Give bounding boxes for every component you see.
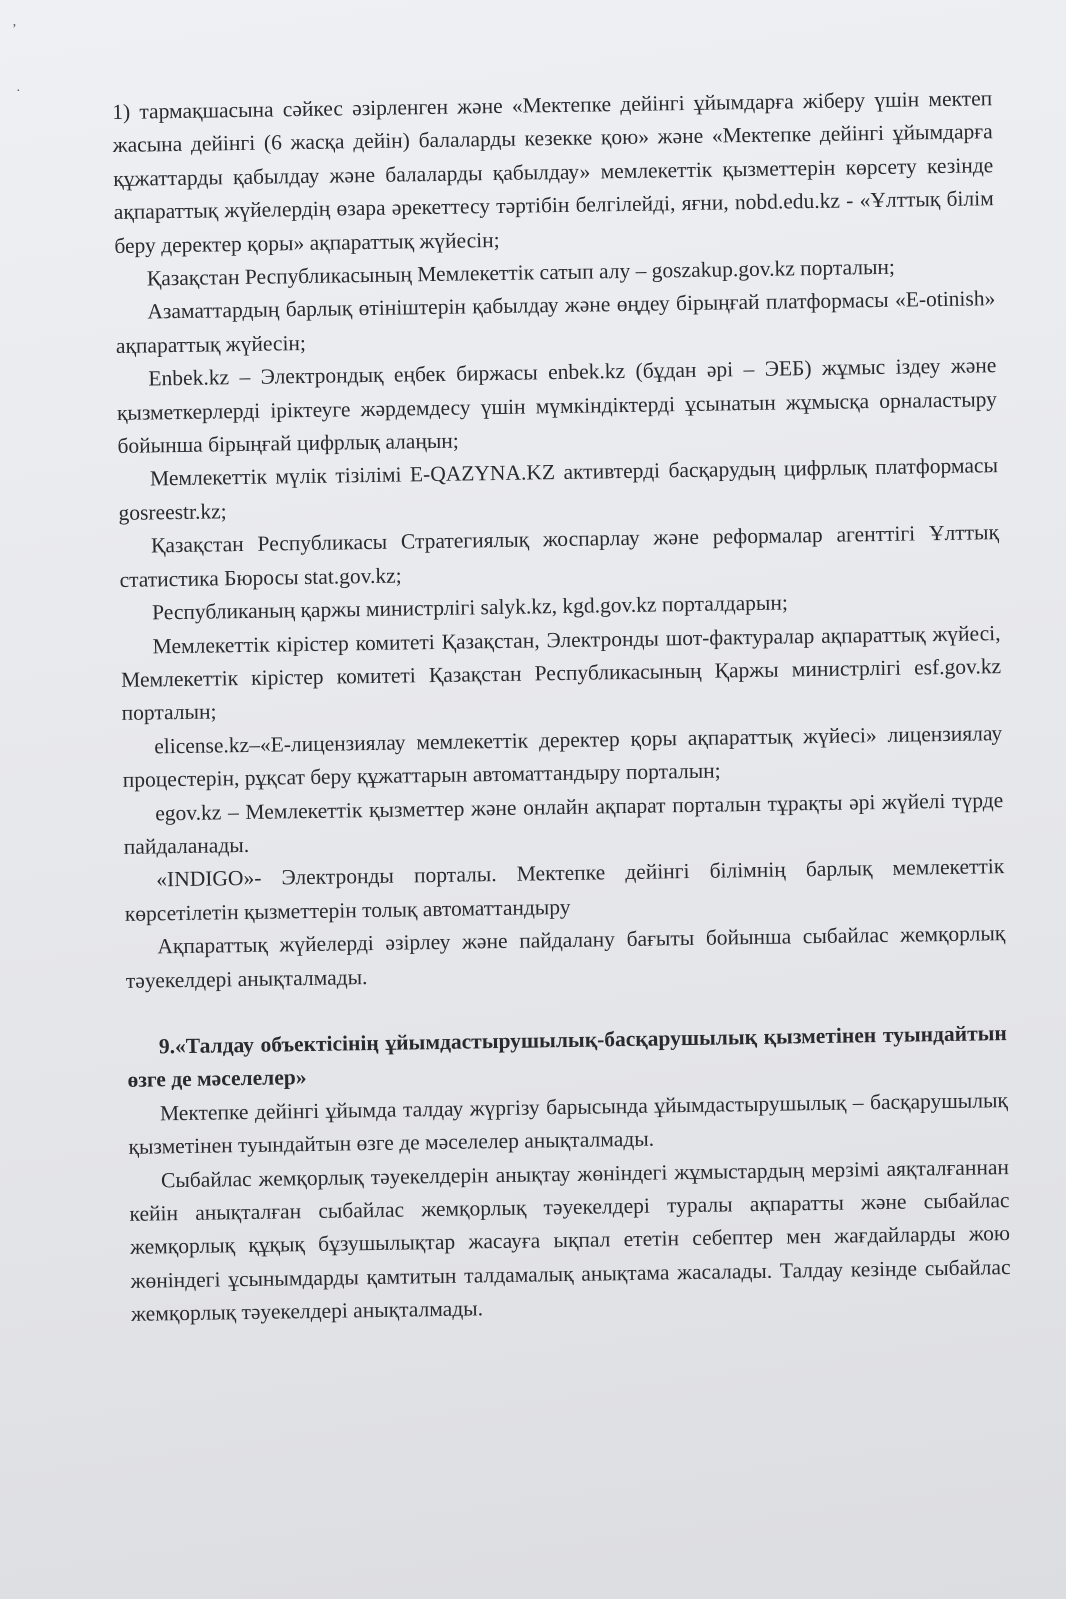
paragraph: Мемлекеттік кірістер комитеті Қазақстан, Электронды шот-фактуралар ақпараттық жүйесі, Мемлекеттік кірістер комитеті Қазақстан Республикасының Қаржы министрлігі esf.gov.kz порталын; xyxy=(120,620,1002,726)
section-paragraph: Сыбайлас жемқорлық тәуекелдерін анықтау жөніндегі жұмыстардың мерзімі аяқталғаннан кейін анықталған сыбайлас жемқорлық тәуекелдері туралы ақпаратты және сыбайлас жемқорлық құқық бұзушылықтар жасауға ықпал ететін себептер мен жағдайларды жою жөніндегі ұсынымдарды қамтитын талдамалық анықтама жасалады. Талдау кезінде сыбайлас жемқорлық тәуекелдері анықталмады. xyxy=(129,1154,1011,1327)
margin-mark: ʼ xyxy=(12,22,17,37)
margin-mark: · xyxy=(16,84,21,99)
paragraph: Ақпараттық жүйелерді әзірлеу және пайдалану бағыты бойынша сыбайлас жемқорлық тәуекелдері анықталмады. xyxy=(125,921,1006,993)
paragraph: Республиканың қаржы министрлігі salyk.kz, kgd.gov.kz порталдарын; xyxy=(151,590,789,625)
section-paragraph: Мектепке дейінгі ұйымда талдау жүргізу барысында ұйымдастырушылық – басқарушылық қызметінен туындайтын өзге де мәселелер анықталмады. xyxy=(128,1087,1009,1160)
paragraph: «INDIGO»- Электронды порталы. Мектепке дейінгі білімнің барлық мемлекеттік көрсетілетін қызметтерін толық автоматтандыру xyxy=(124,854,1005,926)
paragraph: 1) тармақшасына сәйкес әзірленген және «Мектепке дейінгі ұйымдарға жіберу үшін мектеп жасына дейінгі (6 жасқа дейін) балаларды кезекке қою» және «Мектепке дейінгі ұйымдарға құжаттарды қабылдау және балаларды қабылдау» мемлекеттік қызметтерін көрсету кезінде ақпараттық жүйелердің өзара әрекеттесу тәртібін белгілейді, яғни, nobd.edu.kz - «Ұлттық білім беру деректер қоры» ақпараттық жүйесін; xyxy=(112,86,994,258)
paragraph: Мемлекеттік мүлік тізілімі E-QAZYNA.KZ активтерді басқарудың цифрлық платформасы gosreestr.kz; xyxy=(118,453,999,525)
paragraph: Азаматтардың барлық өтініштерін қабылдау және өңдеу бірыңғай платформасы «E-otinish» ақпараттық жүйесін; xyxy=(115,286,996,358)
paragraph: Қазақстан Республикасының Мемлекеттік сатып алу – goszakup.gov.kz порталын; xyxy=(146,254,896,291)
paragraph: Enbek.kz – Электрондық еңбек биржасы enbek.kz (бұдан әрі – ЭЕБ) жұмыс іздеу және қызметкерлерді іріктеуге жәрдемдесу үшін мүмкіндіктерді ұсынатын жұмысқа орналастыру бойынша бірыңғай цифрлық алаңын; xyxy=(116,353,998,459)
paragraph: elicense.kz–«Е-лицензиялау мемлекеттік деректер қоры ақпараттық жүйесі» лицензиялау процестерін, рұқсат беру құжаттарын автоматтандыру порталын; xyxy=(122,720,1003,793)
section-heading: 9.«Талдау объектісінің ұйымдастырушылық-басқарушылық қызметінен туындайтын өзге де мәселелер» xyxy=(127,1021,1008,1093)
paragraph: Қазақстан Республикасы Стратегиялық жоспарлау және реформалар агенттігі Ұлттық статистика Бюросы stat.gov.kz; xyxy=(119,520,1000,592)
paragraph: egov.kz – Мемлекеттік қызметтер және онлайн ақпарат порталын тұрақты әрі жүйелі түрде пайдаланады. xyxy=(123,787,1004,859)
document-body xyxy=(112,82,1011,1331)
